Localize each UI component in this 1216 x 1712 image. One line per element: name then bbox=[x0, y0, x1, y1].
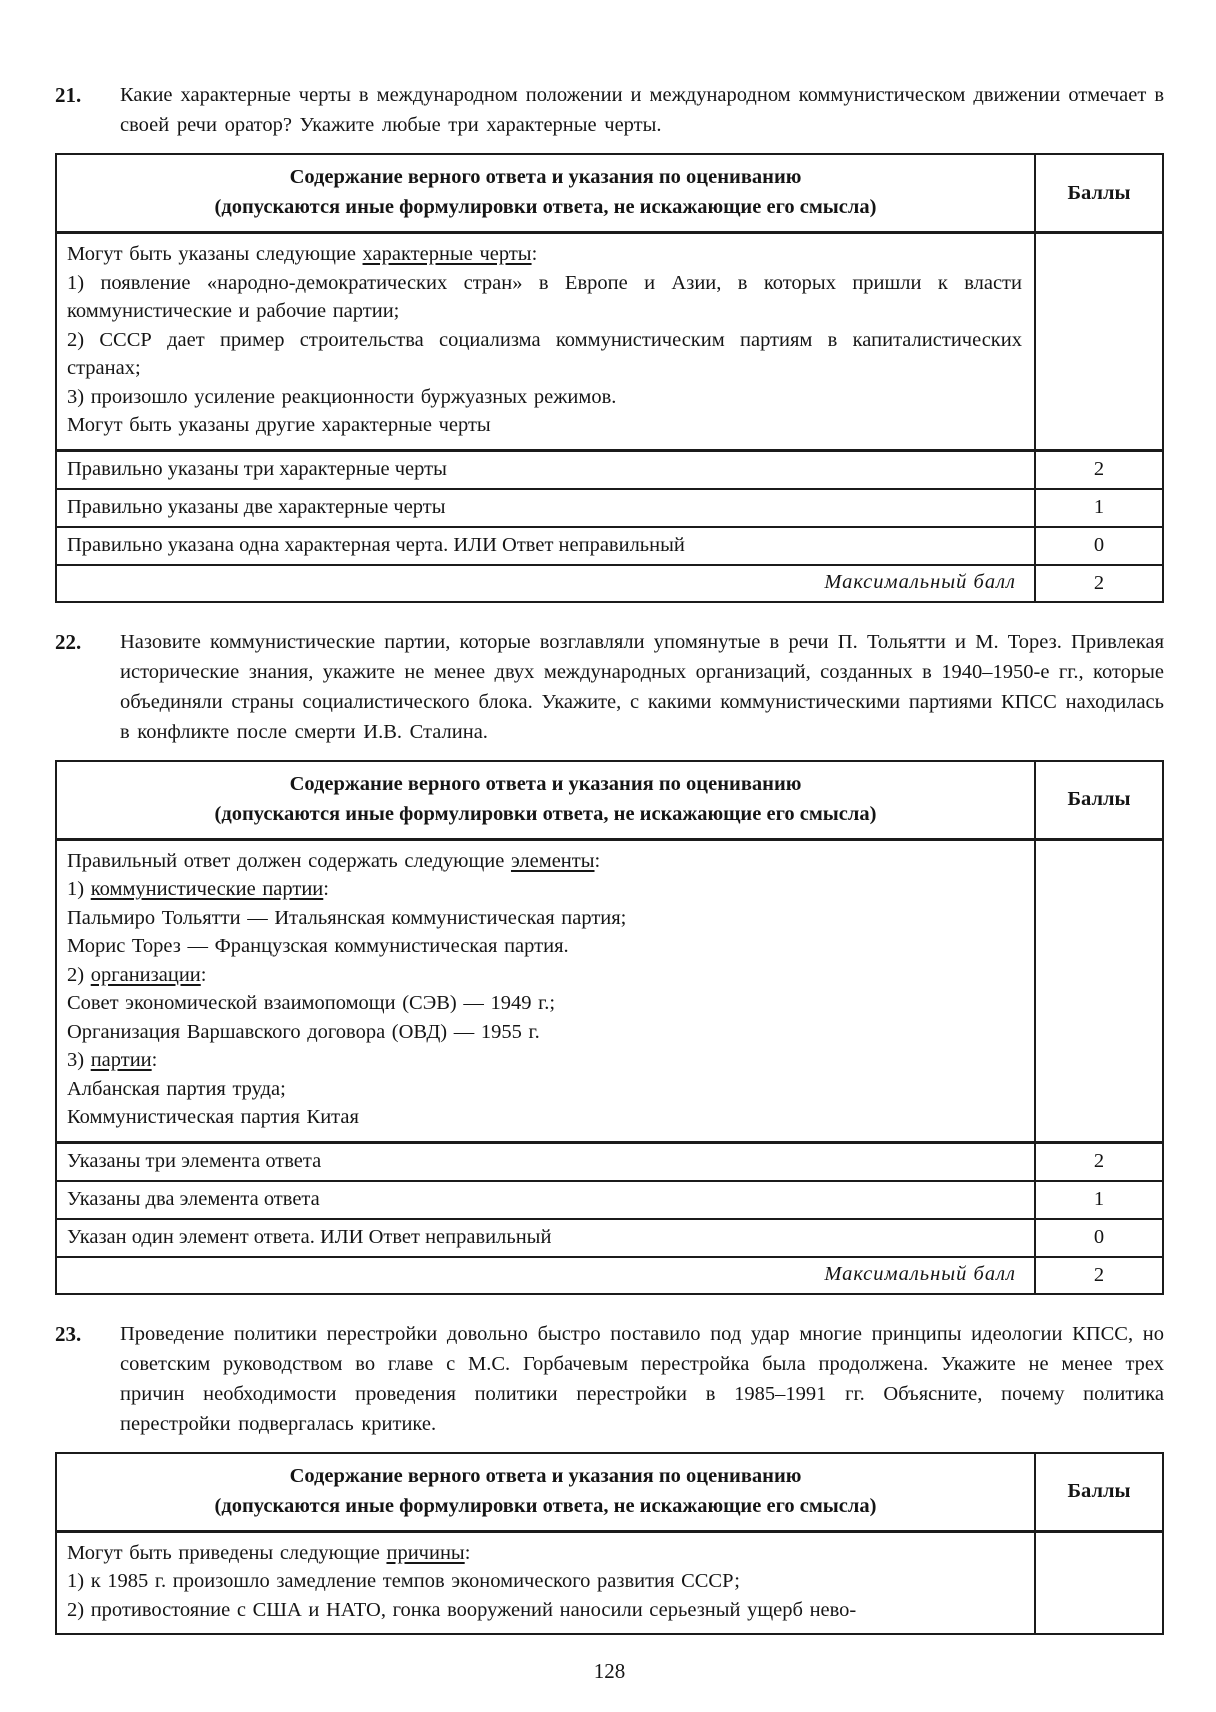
content-text: 3) bbox=[67, 1049, 91, 1071]
max-score-row bbox=[56, 1257, 1163, 1294]
table-23-content-row bbox=[56, 1531, 1163, 1634]
score-label: Указаны три элемента ответа bbox=[56, 1142, 1035, 1181]
table-23-points-header: Баллы bbox=[1035, 1453, 1163, 1532]
table-23-content-points-cell bbox=[1035, 1531, 1163, 1634]
content-line: 1) появление «народно-демократических стран» в Европе и Азии, в которых пришли к власти коммунистические и рабочие партии; bbox=[67, 271, 1022, 322]
score-label: Правильно указана одна характерная черта. ИЛИ Ответ неправильный bbox=[56, 527, 1035, 565]
underlined-text: характерные черты bbox=[362, 243, 532, 265]
table-22-content-cell bbox=[56, 839, 1035, 1142]
score-value: 2 bbox=[1035, 450, 1163, 489]
max-score-label: Максимальный балл bbox=[56, 565, 1035, 602]
underlined-text: организации bbox=[90, 963, 201, 986]
max-score-value: 2 bbox=[1035, 565, 1163, 602]
content-line: Албанская партия труда; bbox=[67, 1077, 286, 1100]
content-text: 1) bbox=[67, 878, 91, 900]
content-text: 2) bbox=[67, 963, 91, 986]
score-label: Указаны два элемента ответа bbox=[56, 1181, 1035, 1219]
question-21 bbox=[55, 80, 1164, 140]
table-21-content-row bbox=[56, 233, 1163, 451]
max-score-row bbox=[56, 565, 1163, 602]
underlined-text: партии bbox=[90, 1049, 152, 1071]
table-23-header-cell bbox=[56, 1453, 1035, 1532]
content-line bbox=[67, 875, 1022, 904]
score-value: 1 bbox=[1035, 489, 1163, 527]
table-21-points-header: Баллы bbox=[1035, 154, 1163, 233]
content-line: 2) СССР дает пример строительства социализма коммунистическим партиям в капиталистических странах; bbox=[67, 328, 1022, 379]
score-label: Правильно указаны две характерные черты bbox=[56, 489, 1035, 527]
table-22-content-row bbox=[56, 839, 1163, 1142]
table-22-content-points-cell bbox=[1035, 839, 1163, 1142]
answer-table-22 bbox=[55, 760, 1164, 1295]
content-line: 3) произошло усиление реакционности буржуазных режимов. bbox=[67, 385, 617, 408]
table-22-points-header: Баллы bbox=[1035, 761, 1163, 840]
score-row bbox=[56, 1142, 1163, 1181]
score-row bbox=[56, 1219, 1163, 1257]
page-number: 128 bbox=[593, 1659, 626, 1683]
content-line bbox=[67, 961, 1022, 990]
table-23-content-cell bbox=[56, 1531, 1035, 1634]
content-text: Могут быть приведены следующие bbox=[67, 1541, 387, 1564]
table-header-line1: Содержание верного ответа и указания по оцениванию bbox=[289, 1464, 802, 1487]
content-line bbox=[67, 1539, 1022, 1568]
content-line: Коммунистическая партия Китая bbox=[67, 1106, 359, 1128]
score-value: 0 bbox=[1035, 527, 1163, 565]
content-line: Совет экономической взаимопомощи (СЭВ) — 1949 г.; bbox=[67, 992, 556, 1014]
score-value: 0 bbox=[1035, 1219, 1163, 1257]
content-line bbox=[67, 240, 1022, 269]
content-text: Правильный ответ должен содержать следующие bbox=[67, 849, 511, 872]
content-line: Организация Варшавского договора (ОВД) — 1955 г. bbox=[67, 1020, 540, 1043]
score-label: Указан один элемент ответа. ИЛИ Ответ неправильный bbox=[56, 1219, 1035, 1257]
table-21-content-points-cell bbox=[1035, 233, 1163, 451]
score-value: 2 bbox=[1035, 1142, 1163, 1181]
underlined-text: коммунистические партии bbox=[90, 878, 324, 900]
content-text: : bbox=[464, 1541, 471, 1564]
score-label: Правильно указаны три характерные черты bbox=[56, 450, 1035, 489]
question-23 bbox=[55, 1319, 1164, 1439]
table-header-line1: Содержание верного ответа и указания по оцениванию bbox=[289, 772, 802, 795]
answer-table-23 bbox=[55, 1452, 1164, 1636]
table-header-line2: (допускаются иные формулировки ответа, не искажающие его смысла) bbox=[214, 802, 877, 825]
table-header-line1: Содержание верного ответа и указания по оцениванию bbox=[289, 166, 802, 188]
table-23-header-row bbox=[56, 1453, 1163, 1532]
content-text: : bbox=[200, 963, 207, 986]
max-score-value: 2 bbox=[1035, 1257, 1163, 1294]
question-21-number: 21. bbox=[55, 83, 82, 107]
table-21-header-row bbox=[56, 154, 1163, 233]
content-line: Пальмиро Тольятти — Итальянская коммунистическая партия; bbox=[67, 906, 627, 929]
content-text: : bbox=[531, 243, 538, 265]
content-line: Морис Торез — Французская коммунистическая партия. bbox=[67, 935, 569, 957]
score-row bbox=[56, 489, 1163, 527]
content-text: Могут быть указаны следующие bbox=[67, 243, 363, 265]
underlined-text: причины bbox=[386, 1541, 465, 1564]
question-23-text: Проведение политики перестройки довольно быстро поставило под удар многие принципы идеологии КПСС, но советским руководством во главе с М.С. Горбачевым перестройка была продолжена. Укажите не менее трех причин необходимости проведения политики перестройки в 1985–1991 гг. Объясните, почему политика перестройки подвергалась критике. bbox=[120, 1322, 1164, 1435]
question-23-number: 23. bbox=[55, 1321, 82, 1346]
content-line bbox=[67, 1046, 1022, 1075]
underlined-text: элементы bbox=[510, 849, 595, 872]
table-header-line2: (допускаются иные формулировки ответа, не искажающие его смысла) bbox=[214, 1494, 877, 1517]
question-22-text: Назовите коммунистические партии, которые возглавляли упомянутые в речи П. Тольятти и М. Торез. Привлекая исторические знания, укажите не менее двух международных организаций, созданных в 1940–1950-е гг., которые объединяли страны социалистического блока. Укажите, с какими коммунистическими партиями КПСС находилась в конфликте после смерти И.В. Сталина. bbox=[120, 630, 1164, 743]
table-21-content-cell bbox=[56, 233, 1035, 451]
table-22-header-row bbox=[56, 761, 1163, 840]
content-line: Могут быть указаны другие характерные черты bbox=[67, 414, 491, 436]
content-text: : bbox=[594, 849, 601, 872]
content-line: 2) противостояние с США и НАТО, гонка вооружений наносили серьезный ущерб нево- bbox=[67, 1598, 857, 1621]
table-22-header-cell bbox=[56, 761, 1035, 840]
answer-table-21 bbox=[55, 153, 1164, 603]
content-text: : bbox=[323, 878, 329, 900]
score-value: 1 bbox=[1035, 1181, 1163, 1219]
score-row bbox=[56, 1181, 1163, 1219]
question-22-number: 22. bbox=[55, 629, 82, 654]
question-22 bbox=[55, 627, 1164, 747]
score-row bbox=[56, 450, 1163, 489]
content-text: : bbox=[151, 1049, 158, 1071]
content-line: 1) к 1985 г. произошло замедление темпов экономического развития СССР; bbox=[67, 1570, 740, 1592]
question-21-text: Какие характерные черты в международном положении и международном коммунистическом движении отмечает в своей речи оратор? Укажите любые три характерные черты. bbox=[120, 84, 1164, 136]
table-header-line2: (допускаются иные формулировки ответа, не искажающие его смысла) bbox=[214, 196, 877, 218]
content-line bbox=[67, 847, 1022, 876]
max-score-label: Максимальный балл bbox=[56, 1257, 1035, 1294]
score-row bbox=[56, 527, 1163, 565]
table-21-header-cell bbox=[56, 154, 1035, 233]
